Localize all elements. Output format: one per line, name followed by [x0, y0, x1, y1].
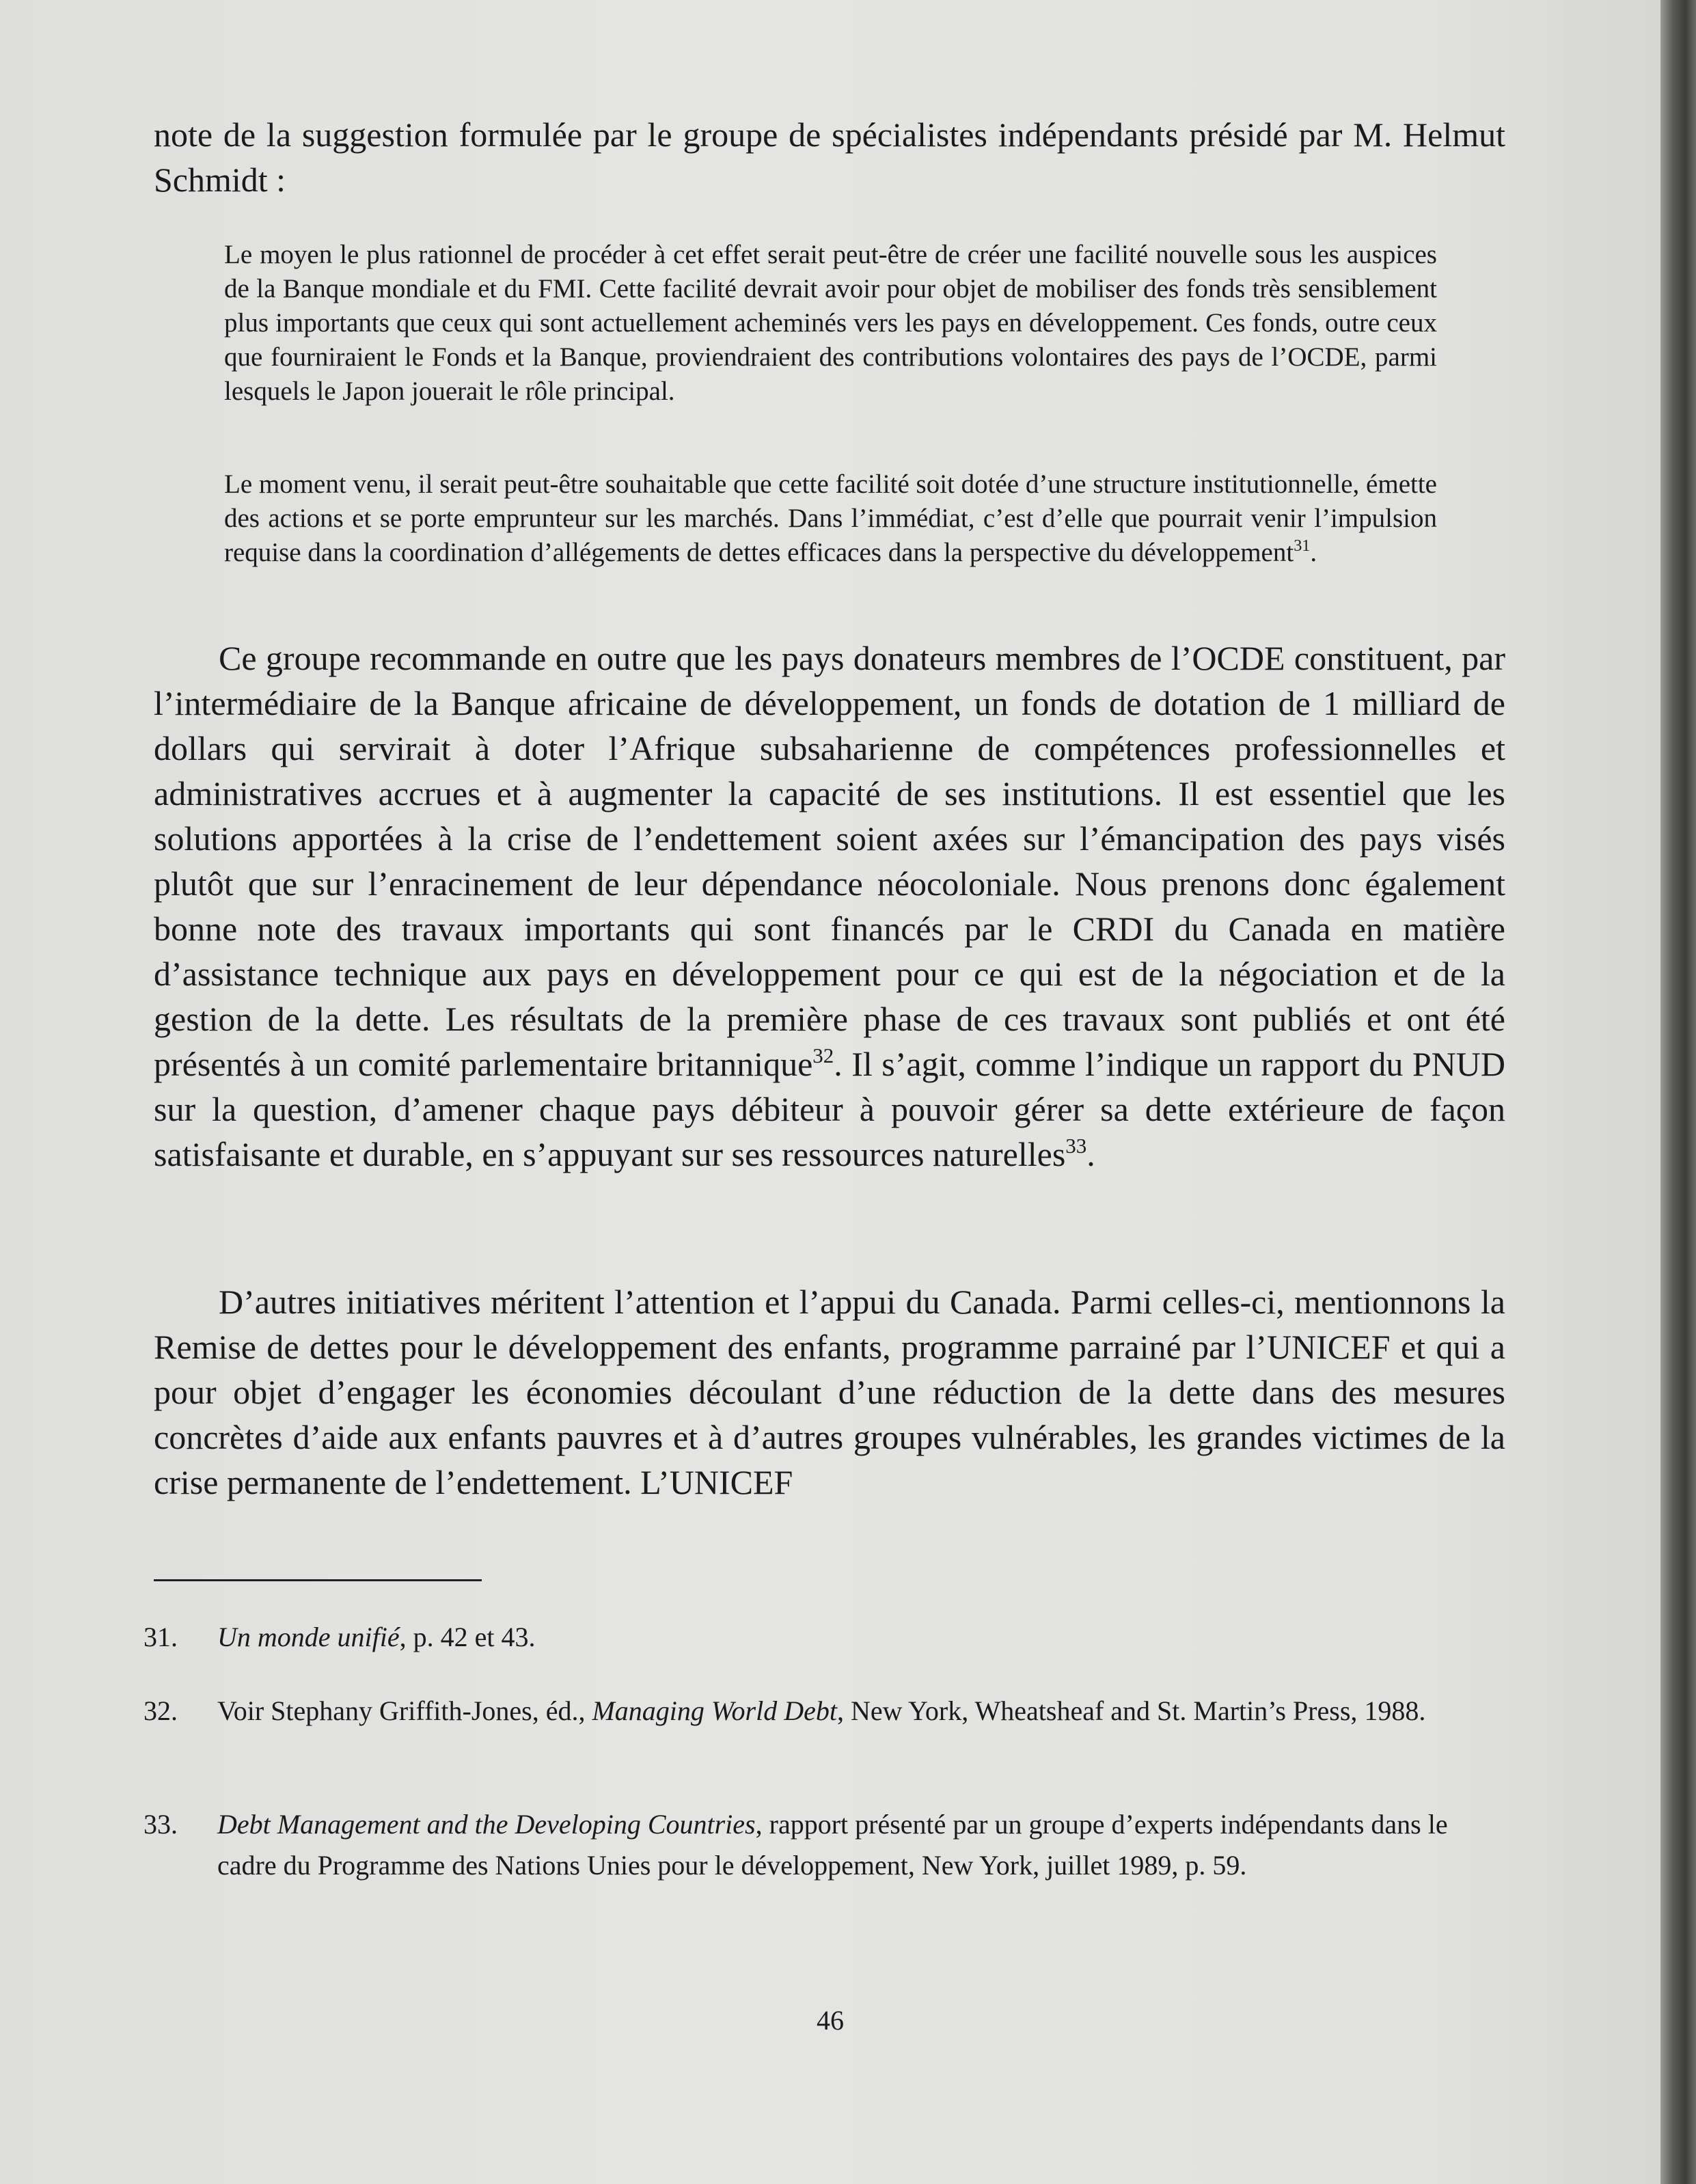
footnote-31: [143, 1617, 1503, 1658]
footnote-divider: [154, 1579, 482, 1581]
quote-paragraph-1: Le moyen le plus rationnel de procéder à cet effet serait peut-être de créer une facilité nouvelle sous les auspices de la Banque mondiale et du FMI. Cette facilité devrait avoir pour objet de mobiliser des fonds très sensiblement plus importants que ceux qui sont actuellement acheminés vers les pays en développement. Ces fonds, outre ceux que fourniraient le Fonds et la Banque, proviendraient des contributions volontaires des pays de l’OCDE, parmi lesquels le Japon jouerait le rôle principal.: [224, 240, 1437, 406]
footnote-text: [217, 1617, 1503, 1658]
footnote-ref-33: 33: [1065, 1133, 1087, 1158]
footnote-title: Managing World Debt: [592, 1695, 837, 1726]
footnote-text: [217, 1691, 1503, 1732]
footnote-number: 32.: [143, 1695, 178, 1726]
intro-paragraph: note de la suggestion formulée par le groupe de spécialistes indépendants présidé par M. Helmut Schmidt :: [154, 115, 1505, 199]
footnote-title: Un monde unifié: [217, 1622, 400, 1652]
body-paragraph-1-part-a: Ce groupe recommande en outre que les pays donateurs membres de l’OCDE constituent, par l’intermédiaire de la Banque africaine de développement, un fonds de dotation de 1 milliard de dollars qui servirait à doter l’Afrique subsaharienne de compétences professionnelles et administratives accrues et à augmenter la capacité de ses institutions. Il est essentiel que les solutions apportées à la crise de l’endettement soient axées sur l’émancipation des pays visés plutôt que sur l’enracinement de leur dépendance néocoloniale. Nous prenons donc également bonne note des travaux importants qui sont financés par le CRDI du Canada en matière d’assistance technique aux pays en développement pour ce qui est de la négociation et de la gestion de la dette. Les résultats de la première phase de ces travaux sont publiés et ont été présentés à un comité parlementaire britannique: [154, 639, 1505, 1083]
footnote-rest: , p. 42 et 43.: [399, 1622, 536, 1652]
footnote-33: [143, 1804, 1503, 1886]
footnote-pre: Voir Stephany Griffith-Jones, éd.,: [217, 1695, 592, 1726]
footnote-rest: , rapport présenté par un groupe d’experts indépendants dans le cadre du Programme des Nations Unies pour le développement, New York, juillet 1989, p. 59.: [217, 1809, 1448, 1881]
footnote-rest: , New York, Wheatsheaf and St. Martin’s Press, 1988.: [836, 1695, 1426, 1726]
quote-paragraph-2-end: .: [1310, 538, 1317, 567]
footnote-title: Debt Management and the Developing Countries: [217, 1809, 756, 1840]
body-paragraph-1-part-b: . Il s’agit, comme l’indique un rapport du PNUD sur la question, d’amener chaque pays débiteur à pouvoir gérer sa dette extérieure de façon satisfaisante et durable, en s’appuyant sur ses ressources naturelles: [154, 1045, 1505, 1173]
footnote-text: [217, 1804, 1503, 1886]
footnote-ref-32: 32: [812, 1043, 834, 1067]
page-number: 46: [817, 2005, 844, 2036]
footnote-number: 31.: [143, 1622, 178, 1652]
footnote-32: [143, 1691, 1503, 1732]
footnote-ref-31: 31: [1294, 536, 1311, 556]
footnote-number: 33.: [143, 1809, 178, 1840]
body-paragraph-1: [154, 636, 1505, 1177]
body-paragraph-2: D’autres initiatives méritent l’attention et l’appui du Canada. Parmi celles-ci, mentionnons la Remise de dettes pour le développement des enfants, programme parrainé par l’UNICEF et qui a pour objet d’engager les économies découlant d’une réduction de la dette dans des mesures concrètes d’aide aux enfants pauvres et à d’autres groupes vulnérables, les grandes victimes de la crise permanente de l’endettement. L’UNICEF: [154, 1283, 1505, 1501]
quote-paragraph-2-text: Le moment venu, il serait peut-être souhaitable que cette facilité soit dotée d’une structure institutionnelle, émette des actions et se porte emprunteur sur les marchés. Dans l’immédiat, c’est d’elle que pourrait venir l’impulsion requise dans la coordination d’allégements de dettes efficaces dans la perspective du développement: [224, 469, 1437, 567]
body-paragraph-1-part-c: .: [1086, 1135, 1095, 1173]
quote-paragraph-2: [224, 467, 1437, 570]
page-binding-edge: [1660, 0, 1696, 2184]
